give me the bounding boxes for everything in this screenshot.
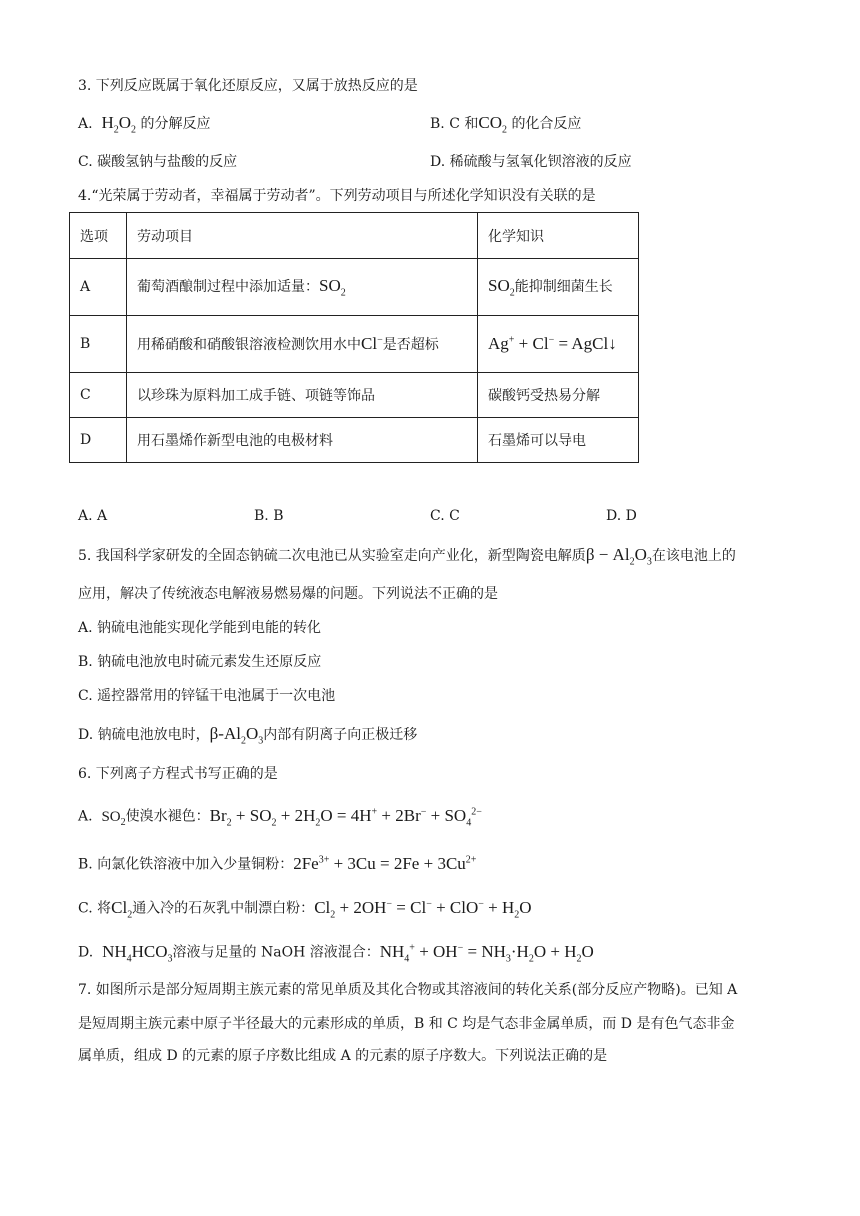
q5-option-d[interactable]: D. 钠硫电池放电时，$\beta-Al_2O_3$内部有阴离子向正极迁移 xyxy=(78,724,418,747)
q6-option-a[interactable]: A. $SO_2$使溴水褪色：$Br_2 + SO_2 + 2H_2O = 4H^+ + 2Br^- + SO_4^{2-}$ xyxy=(78,805,482,829)
table-cell: $SO_2$能抑制细菌生长 xyxy=(478,259,639,316)
q5-stem-line1: 5. 我国科学家研发的全固态钠硫二次电池已从实验室走向产业化，新型陶瓷电解质$\beta - Al_2O_3$在该电池上的 xyxy=(78,545,736,568)
table-cell: B xyxy=(70,316,127,373)
q5-option-a[interactable]: A. 钠硫电池能实现化学能到电能的转化 xyxy=(78,620,322,636)
q7-stem-line3: 属单质，组成 D 的元素的原子序数比组成 A 的元素的原子序数大。下列说法正确的是 xyxy=(78,1048,608,1064)
q3-stem: 3. 下列反应既属于氧化还原反应，又属于放热反应的是 xyxy=(78,78,418,94)
table-row xyxy=(70,418,639,463)
q4-table xyxy=(69,212,639,463)
table-header: 化学知识 xyxy=(478,213,639,259)
q3-option-c[interactable]: C. 碳酸氢钠与盐酸的反应 xyxy=(78,154,238,170)
q4-stem: 4.“光荣属于劳动者，幸福属于劳动者”。下列劳动项目与所述化学知识没有关联的是 xyxy=(78,188,596,204)
q4-option-b[interactable]: B. B xyxy=(254,508,284,524)
q6-stem: 6. 下列离子方程式书写正确的是 xyxy=(78,766,278,782)
table-cell: A xyxy=(70,259,127,316)
table-header: 选项 xyxy=(70,213,127,259)
table-cell: D xyxy=(70,418,127,463)
q6-option-b[interactable]: B. 向氯化铁溶液中加入少量铜粉：$2Fe^{3+} + 3Cu = 2Fe + 3Cu^{2+}$ xyxy=(78,853,477,873)
q5-stem-line2: 应用，解决了传统液态电解液易燃易爆的问题。下列说法不正确的是 xyxy=(78,586,498,602)
q4-option-d[interactable]: D. D xyxy=(606,508,637,524)
table-cell: 石墨烯可以导电 xyxy=(478,418,639,463)
table-header: 劳动项目 xyxy=(127,213,478,259)
q5-option-b[interactable]: B. 钠硫电池放电时硫元素发生还原反应 xyxy=(78,654,322,670)
table-row xyxy=(70,373,639,418)
table-cell: Ag+ + Cl− = AgCl↓ xyxy=(478,316,639,373)
q7-stem-line2: 是短周期主族元素中原子半径最大的元素形成的单质，B 和 C 均是气态非金属单质，而 D 是有色气态非金 xyxy=(78,1016,735,1032)
table-cell: C xyxy=(70,373,127,418)
table-cell: 碳酸钙受热易分解 xyxy=(478,373,639,418)
table-row xyxy=(70,316,639,373)
q7-stem-line1: 7. 如图所示是部分短周期主族元素的常见单质及其化合物或其溶液间的转化关系(部分反应产物略)。已知 A xyxy=(78,982,738,998)
q4-option-c[interactable]: C. C xyxy=(430,508,460,524)
table-cell: 用稀硝酸和硝酸银溶液检测饮用水中Cl−是否超标 xyxy=(127,316,478,373)
q3-option-a[interactable]: A. $H_2O_2$ 的分解反应 xyxy=(78,113,211,136)
q3-option-b[interactable]: B. C 和$CO_2$ 的化合反应 xyxy=(430,113,582,136)
table-cell: 用石墨烯作新型电池的电极材料 xyxy=(127,418,478,463)
q6-option-d[interactable]: D. $NH_4HCO_3$溶液与足量的 NaOH 溶液混合：$NH_4^+ + OH^- = NH_3\cdot H_2O + H_2O$ xyxy=(78,941,594,965)
q4-option-a[interactable]: A. A xyxy=(78,508,108,524)
table-cell: 葡萄酒酿制过程中添加适量：$SO_2$ xyxy=(127,259,478,316)
q6-option-c[interactable]: C. 将$Cl_2$通入冷的石灰乳中制漂白粉：$Cl_2 + 2OH^- = Cl^- + ClO^- + H_2O$ xyxy=(78,897,532,921)
table-row xyxy=(70,259,639,316)
q3-option-d[interactable]: D. 稀硫酸与氢氧化钡溶液的反应 xyxy=(430,154,632,170)
table-cell: 以珍珠为原料加工成手链、项链等饰品 xyxy=(127,373,478,418)
q5-option-c[interactable]: C. 遥控器常用的锌锰干电池属于一次电池 xyxy=(78,688,336,704)
